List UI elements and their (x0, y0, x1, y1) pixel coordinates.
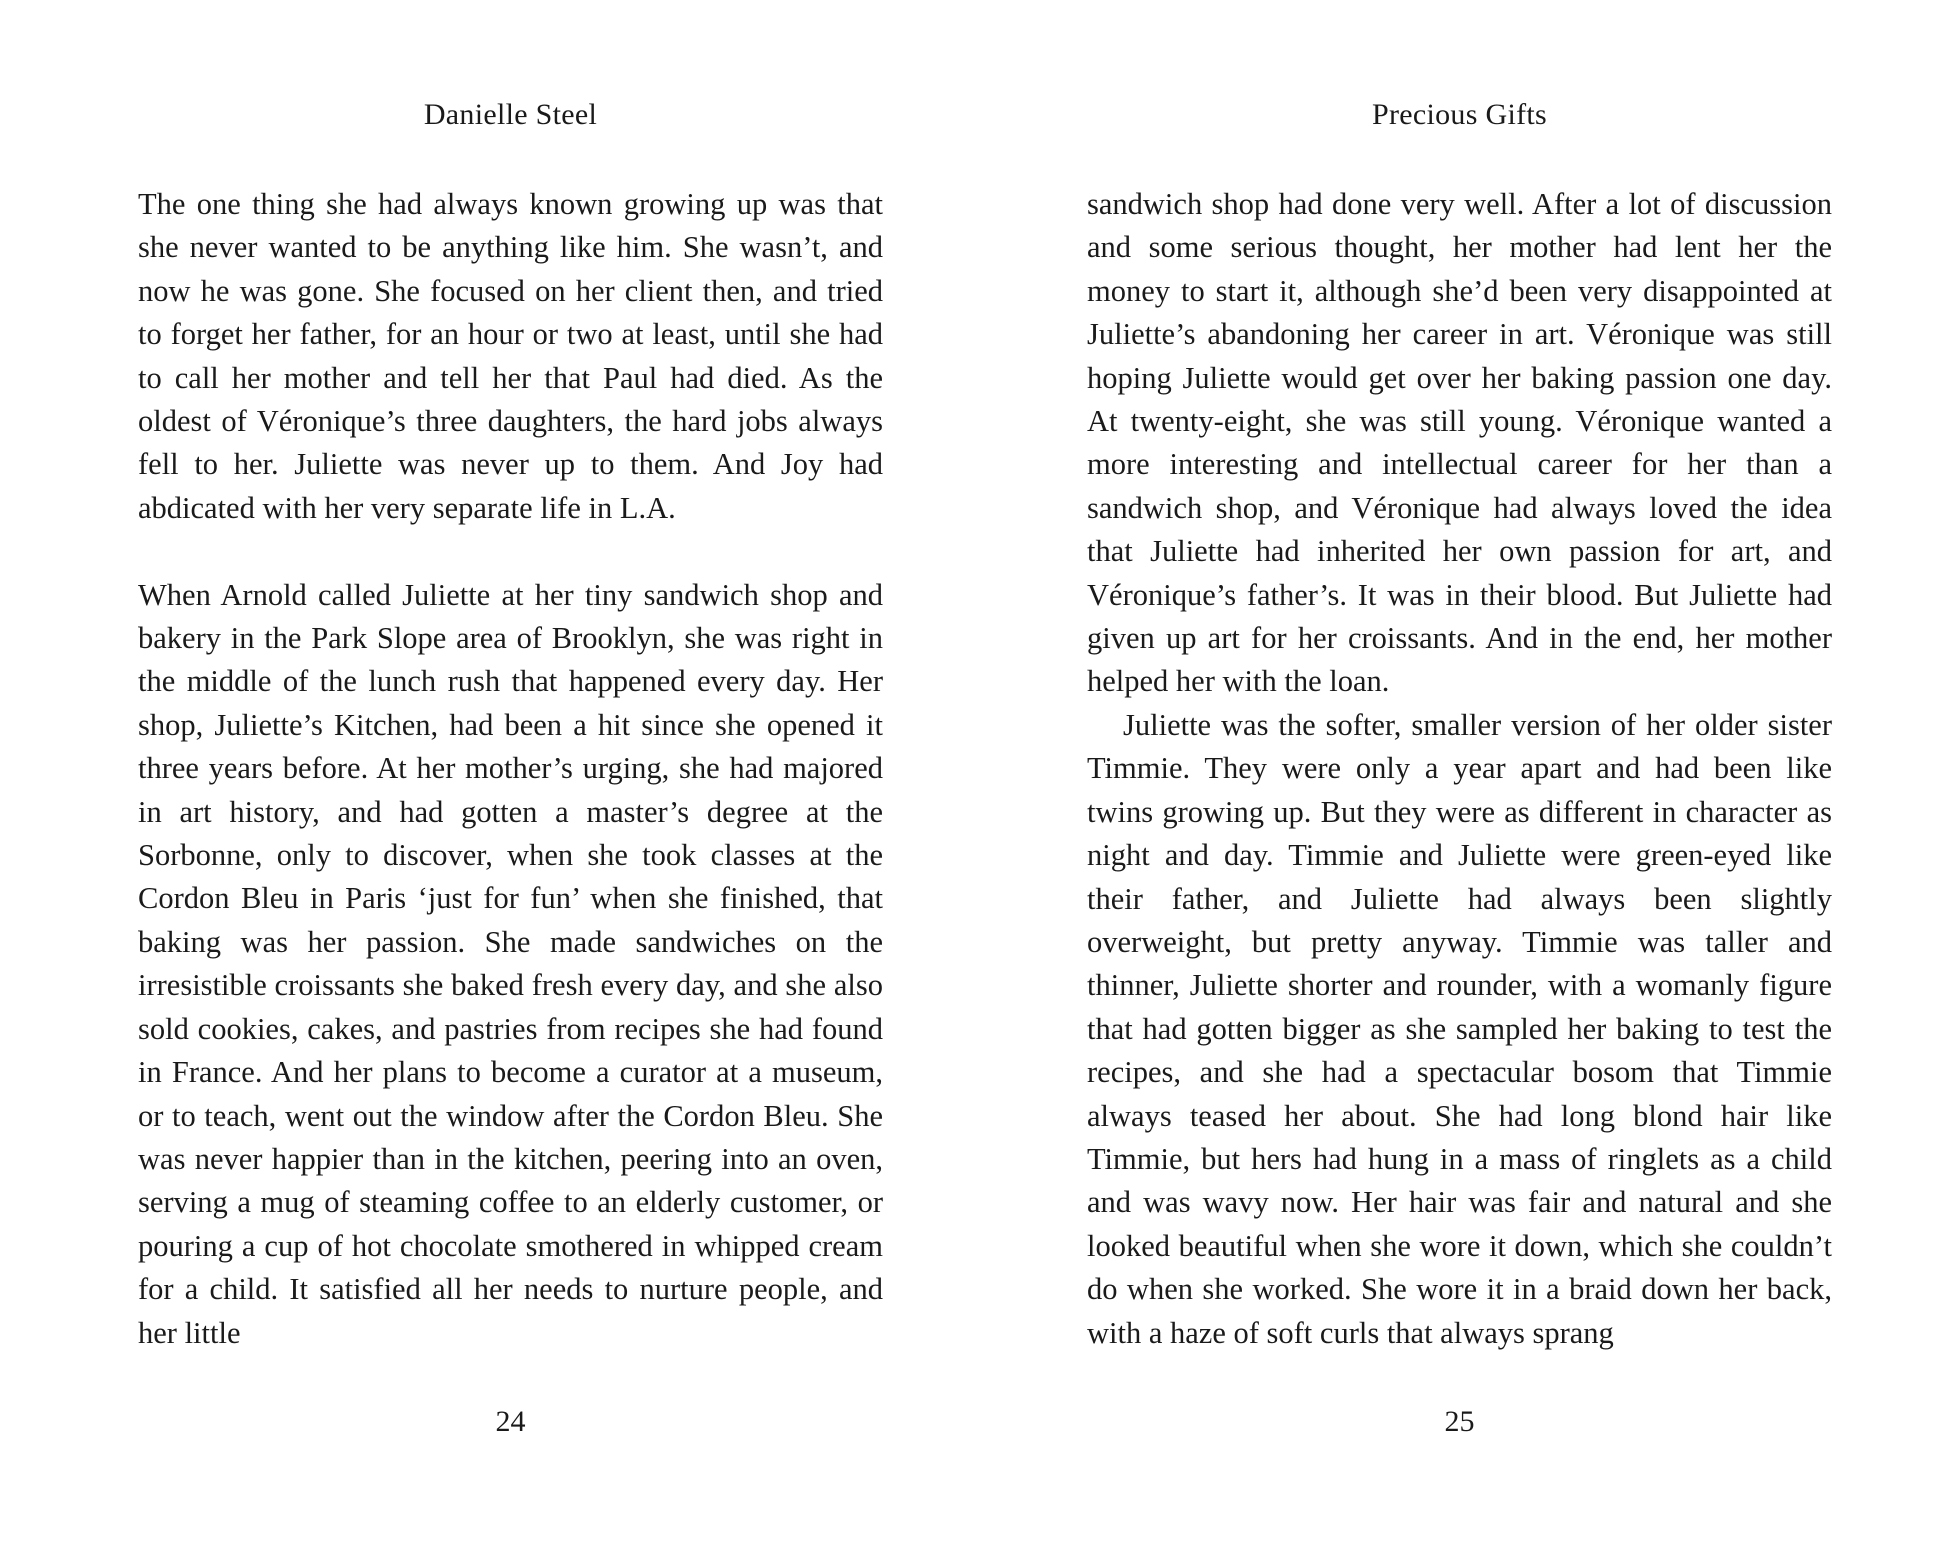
running-head-title: Precious Gifts (1371, 98, 1547, 131)
right-page-body (1087, 183, 1832, 1355)
paragraph: When Arnold called Juliette at her tiny sandwich shop and bakery in the Park Slope area of Brooklyn, she was right in the middle of the lunch rush that happened every day. Her shop, Juliette’s Kitchen, had been a hit since she opened it three years before. At her mother’s urging, she had majored in art history, and had gotten a master’s degree at the Sorbonne, only to discover, when she took classes at the Cordon Bleu in Paris ‘just for fun’ when she finished, that baking was her passion. She made sandwiches on the irresistible croissants she baked fresh every day, and she also sold cookies, cakes, and pastries from recipes she had found in France. And her plans to become a curator at a museum, or to teach, went out the window after the Cordon Bleu. She was never happier than in the kitchen, peering into an oven, serving a mug of steaming coffee to an elderly customer, or pouring a cup of hot chocolate smothered in whipped cream for a child. It satisfied all her needs to nurture people, and her little (138, 577, 883, 1350)
page-number: 25 (1444, 1405, 1475, 1438)
left-page (138, 0, 883, 1544)
left-page-body (138, 183, 883, 1355)
page-number: 24 (495, 1405, 526, 1438)
paragraph: Juliette was the softer, smaller version of her older sister Timmie. They were only a year apart and had been like twins growing up. But they were as different in character as night and day. Timmie and Juliette were green-eyed like their father, and Juliette had always been slightly overweight, but pretty anyway. Timmie was taller and thinner, Juliette shorter and rounder, with a womanly figure that had gotten bigger as she sampled her baking to test the recipes, and she had a spectacular bosom that Timmie always teased her about. She had long blond hair like Timmie, but hers had hung in a mass of ringlets as a child and was wavy now. Her hair was fair and natural and she looked beautiful when she wore it down, which she couldn’t do when she worked. She wore it in a braid down her back, with a haze of soft curls that always sprang (1087, 707, 1832, 1350)
paragraph: sandwich shop had done very well. After a lot of discussion and some serious thought, her mother had lent her the money to start it, although she’d been very disappointed at Juliette’s abandoning her career in art. Véronique was still hoping Juliette would get over her baking passion one day. At twenty-eight, she was still young. Véronique wanted a more interesting and intellectual career for her than a sandwich shop, and Véronique had always loved the idea that Juliette had inherited her own passion for art, and Véronique’s father’s. It was in their blood. But Juliette had given up art for her croissants. And in the end, her mother helped her with the loan. (1087, 187, 1832, 699)
right-page (1087, 0, 1832, 1544)
gutter (968, 0, 969, 1544)
paragraph: The one thing she had always known growing up was that she never wanted to be anything like him. She wasn’t, and now he was gone. She focused on her client then, and tried to forget her father, for an hour or two at least, until she had to call her mother and tell her that Paul had died. As the oldest of Véronique’s three daughters, the hard jobs always fell to her. Juliette was never up to them. And Joy had abdicated with her very separate life in L.A. (138, 187, 883, 525)
running-head-author: Danielle Steel (423, 98, 598, 131)
